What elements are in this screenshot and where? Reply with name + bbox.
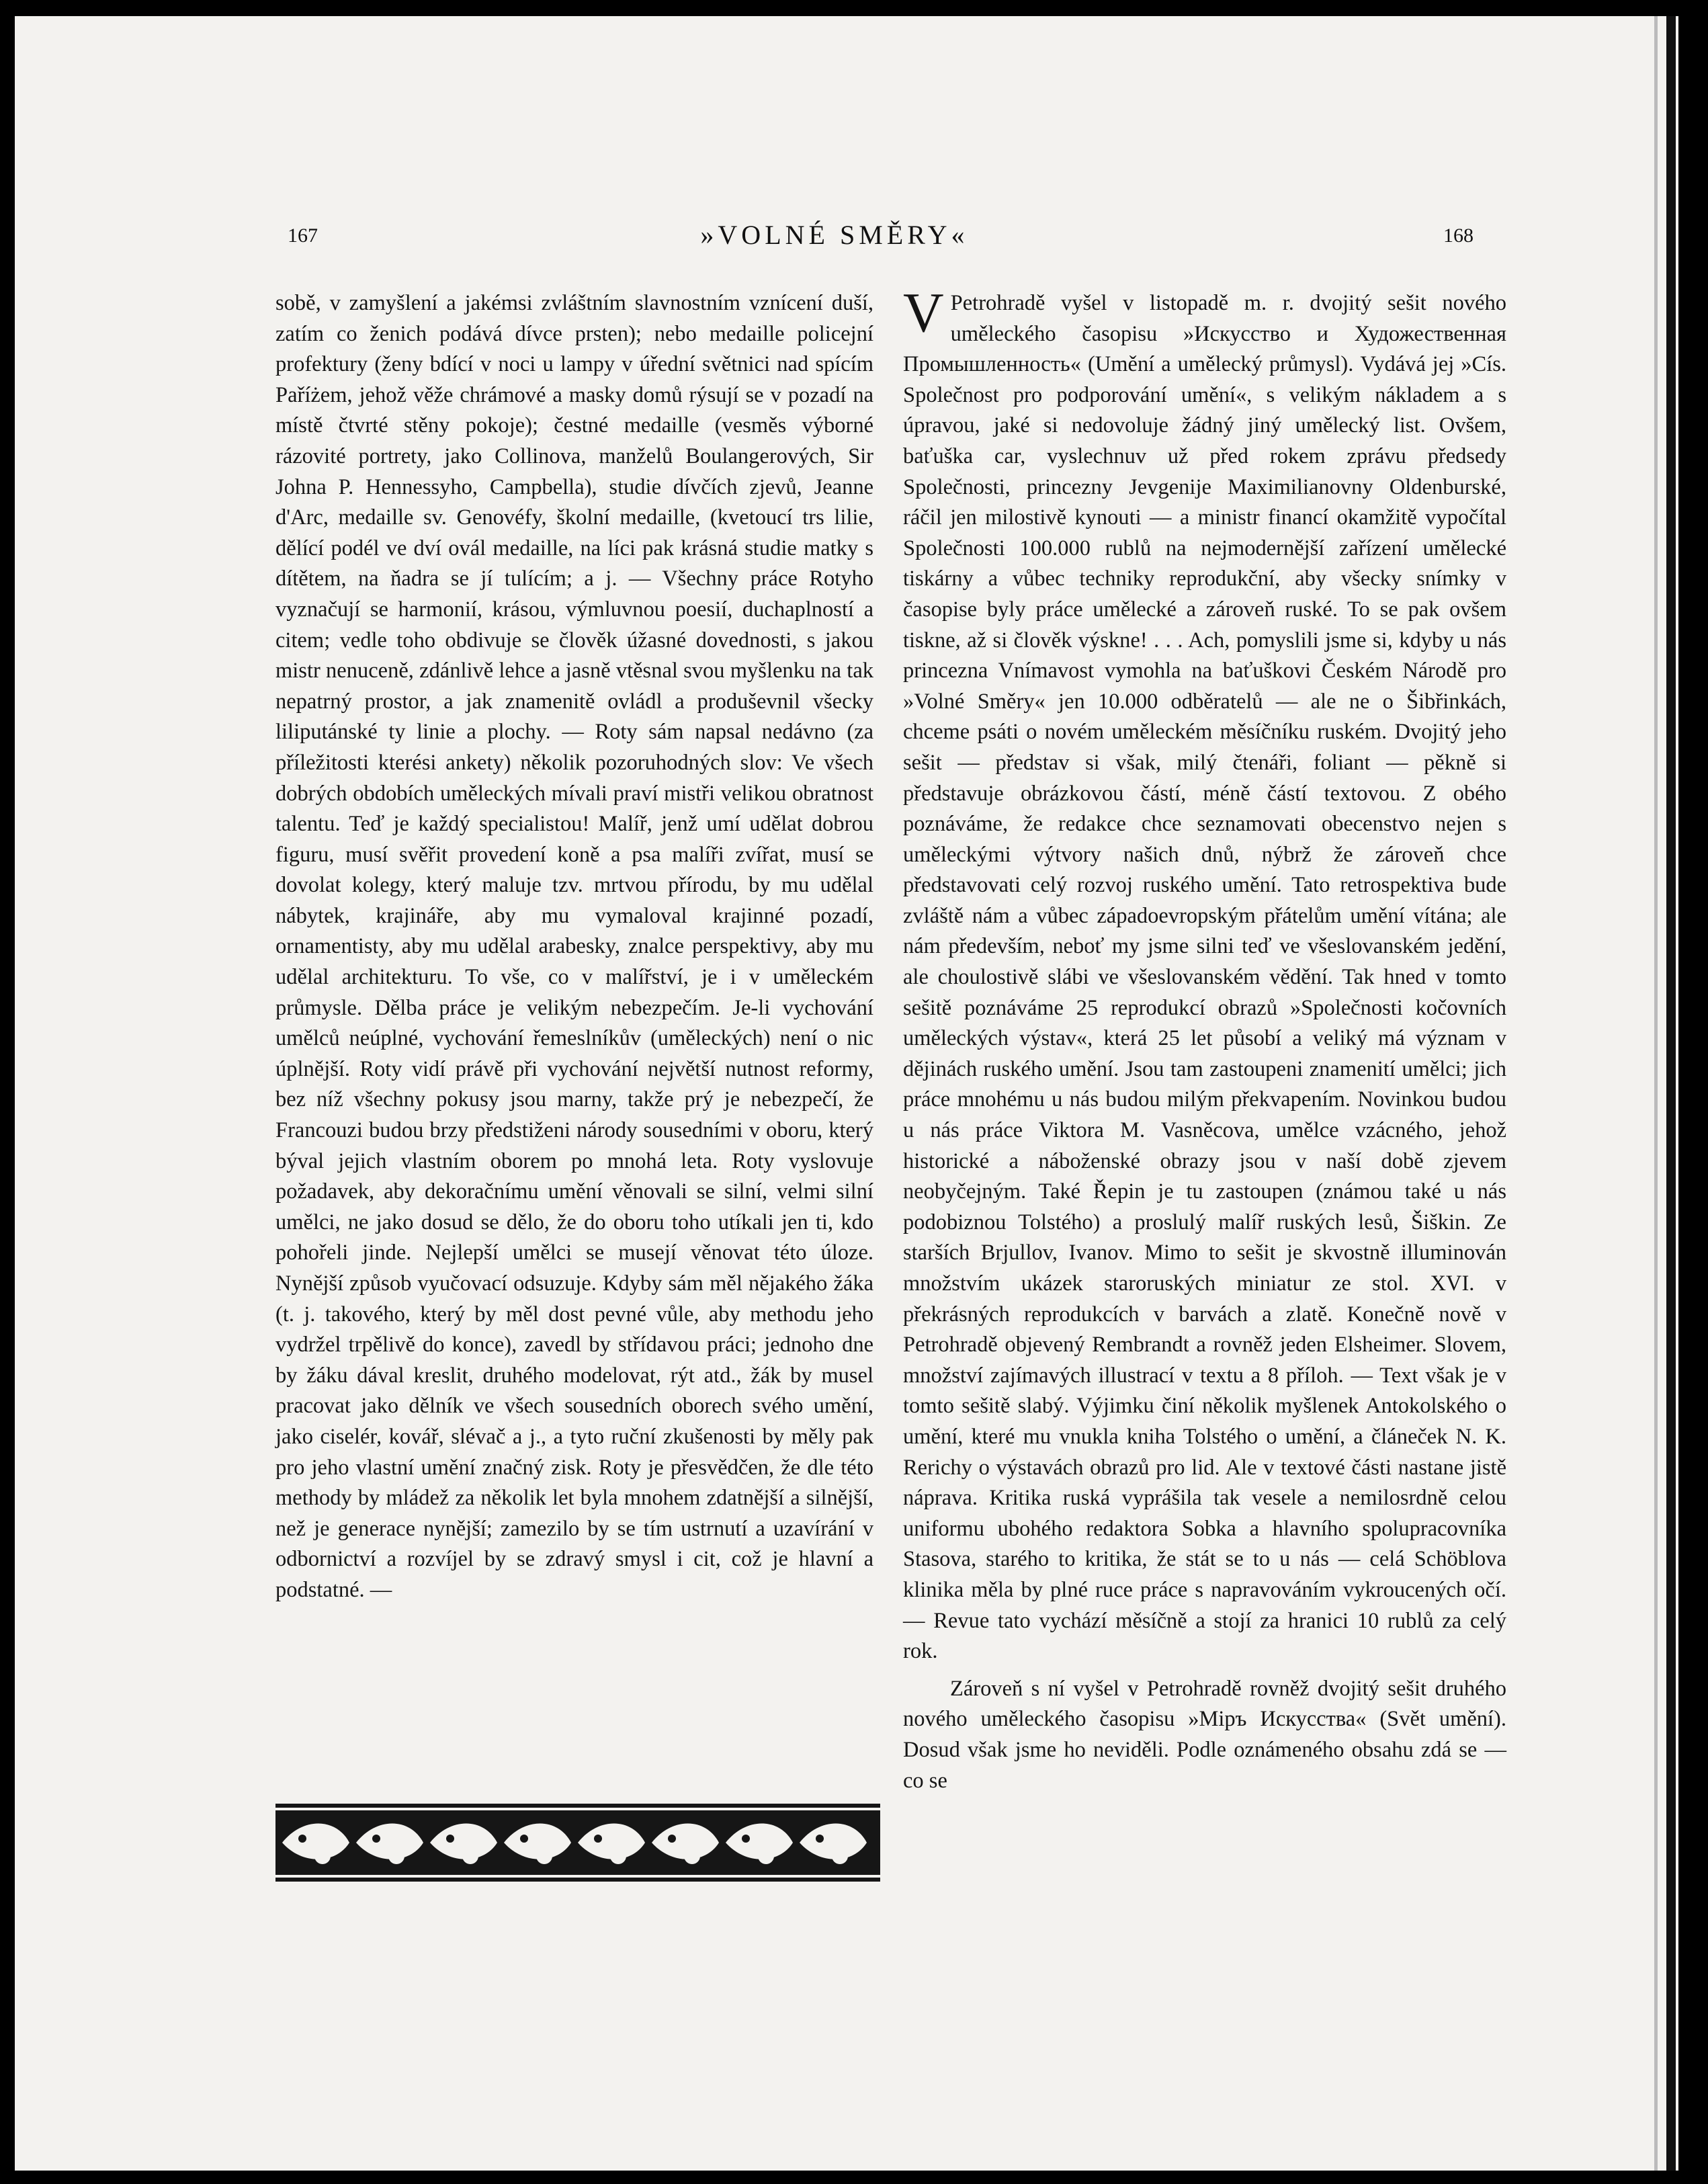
page-edge-line [1654,16,1658,2171]
drop-cap: V [903,282,944,344]
right-paragraph-1-text: Petrohradě vyšel v listopadě m. r. dvojitý sešit nového uměleckého časopisu »Искусство и Художественная Промышленность« (Umění a umělecký průmysl). Vydává jej »Cís. Společnost pro podporování umění«, s velikým nákladem a s úpravou, jaké si nedovoluje žádný jiný umělecký list. Ovšem, baťuška car, vyslechnuv už před rokem zprávu předsedy Společnosti, princezny Jevgenije Maximilianovny Oldenburské, ráčil jen milostivě kynouti — a ministr financí okamžitě vypočítal Společnosti 100.000 rublů na nejmodernější zařízení umělecké tiskárny a vůbec techniky reprodukční, aby všecky snímky v časopise byly práce umělecké a zároveň ruské. To se pak ovšem tiskne, až si člověk výskne! . . . Ach, pomyslili jsme si, kdyby u nás princezna Vnímavost vymohla na baťuškovi Českém Národě pro »Volné Směry« jen 10.000 odběratelů — ale ne o Šibřinkách, chceme psáti o novém uměleckém měsíčníku ruském. Dvojitý jeho sešit — představ si však, milý čtenáři, foliant — pěkně si představuje obrázkovou částí, méně částí textovou. Z obého poznáváme, že redakce chce seznamovati obecenstvo nejen s uměleckými výtvory našich dnů, nýbrž že zároveň chce představovati celý rozvoj ruského umění. Tato retrospektiva bude zvláště nám a vůbec západoevropským přátelům umění vítána; ale nám především, neboť my jsme silni teď ve všeslovanském jedění, ale choulostivě slábi ve všeslovanském vědění. Tak hned v tomto sešitě poznáváme 25 reprodukcí obrazů »Společnosti kočovních uměleckých výstav«, která 25 let působí a veliký má význam v dějinách ruského umění. Jsou tam zastoupeni znamenití umělci; jich práce mnohému u nás budou milým překvapením. Novinkou budou u nás práce Viktora M. Vasněcova, umělce vzácného, jehož historické a náboženské obrazy jsou v naší době zjevem neobyčejným. Také Řepin je tu zastoupen (známou také u nás podobiznou Tolstého) a proslulý malíř ruských lesů, Šiškin. Ze starších Brjullov, Ivanov. Mimo to sešit je skvostně illuminován množstvím ukázek staroruských miniatur ze stol. XVI. v překrásných reprodukcích v barvách a zlatě. Konečně nově v Petrohradě objevený Rembrandt a rovněž jeden Elsheimer. Slovem, množství zajímavých illustrací v textu a 8 příloh. — Text však je v tomto sešitě slabý. Výjimku činí několik myšlenek Antokolského o umění, které mu vnukla kniha Tolstého o umění, a článeček N. K. Rerichy o výstavách obrazů pro lid. Ale v textové části nastane jistě náprava. Kritika ruská vyprášila tak vesele a nemilosrdně celou uniformu ubohého redaktora Sobka a hlavního spolupracovníka Stasova, starého to kritika, že stát se to u nás — celá Schöblova klinika měla by plné ruce práce s napravováním vykroucených očí. — Revue tato vychází měsíčně a stojí za hranici 10 rublů za celý rok. [903,291,1506,1664]
ornamental-frieze [275,1804,880,1882]
right-column-paragraph-2: Zároveň s ní vyšel v Petrohradě rovněž dvojitý sešit druhého nového uměleckého časopisu »Міръ Искусства« (Svět umění). Dosud však jsme ho neviděli. Podle oznámeného obsahu zdá se — co se [903,1676,1506,1793]
right-column-paragraph-1 [903,282,1506,1667]
left-column-text: sobě, v zamyšlení a jakémsi zvláštním slavnostním vznícení duší, zatím co ženich podává dívce prsten); nebo medaille policejní profektury (ženy bdící v noci u lampy v úřední světnici nad spícím Paříżem, jehož věže chrámové a masky domů rýsují se v pozadí na místě čtvrté stěny pokoje); čestné medaille (vesměs výborné rázovité portrety, jako Collinova, manželů Boulangerových, Sir Johna P. Hennessyho, Campbella), studie dívčích zjevů, Jeanne d'Arc, medaille sv. Genovéfy, školní medaille, (kvetoucí trs lilie, dělící podél ve dví ovál medaille, na líci pak krásná studie matky s dítětem, na ňadra se jí tulícím; a j. — Všechny práce Rotyho vyznačují se harmonií, krásou, výmluvnou poesií, duchaplností a citem; vedle toho obdivuje se člověk úžasné dovednosti, s jakou mistr nenuceně, zdánlivě lehce a jasně vtěsnal svou myšlenku na tak nepatrný prostor, a jak znamenitě ovládl a produševnil všecky liliputánské ty linie a plochy. — Roty sám napsal nedávno (za příležitosti kterési ankety) několik pozoruhodných slov: Ve všech dobrých obdobích uměleckých mívali praví mistři velikou obratnost talentu. Teď je každý specialistou! Malíř, jenž umí udělat dobrou figuru, musí svěřit provedení koně a psa malíři zvířat, musí se dovolat kolegy, který maluje tzv. mrtvou přírodu, by mu udělal nábytek, krajináře, aby mu vymaloval krajinné pozadí, ornamentisty, aby mu udělal arabesky, znalce perspektivy, aby mu udělal architekturu. To vše, co v malířství, je i v uměleckém průmysle. Dělba práce je velikým nebezpečím. Je-li vychování umělců neúplné, vychování řemeslníkův (uměleckých) není o nic úplnější. Roty vidí právě při vychování největší nutnost reformy, bez níž všechny pokusy jsou marny, takže prý je nebezpečí, že Francouzi budou brzy předstiženi národy sousedními v oboru, který býval jejich vlastním oborem po mnohá leta. Roty vyslovuje požadavek, aby dekoračnímu umění věnovali se silní, velmi silní umělci, ne jako dosud se dělo, že do oboru toho utíkali jen ti, kdo pohořeli jinde. Nejlepší umělci se musejí věnovat této úloze. Nynější způsob vyučovací odsuzuje. Kdyby sám měl nějakého žáka (t. j. takového, který by měl dost pevné vůle, aby methodu jeho vydržel trpělivě do konce), zavedl by střídavou práci; jednoho dne by žáku dával kreslit, druhého modelovat, rýt atd., žák by musel pracovat jako dělník ve všech sousedních oborech svého umění, jako ciselér, kovář, slévač a j., a tyto ruční zkušenosti by měly pak pro jeho vlastní umění značný zisk. Roty je přesvědčen, že dle této methody by mládež za několik let byla mnohem zdatnější a silnější, než je generace nynější; zamezilo by se tím ustrnutí a uzavírání v odbornictví a rozvíjel by se zdravý smysl i cit, což je hlavní a podstatné. — [275,291,873,1602]
page-number-left: 167 [288,224,318,247]
page-number-right: 168 [1443,224,1474,247]
page-edge-shadow [1666,16,1676,2171]
right-column [903,282,1506,1796]
running-header [15,219,1654,253]
journal-title: »VOLNÉ SMĚRY« [700,220,969,250]
left-column [275,288,873,1606]
page [15,16,1678,2171]
